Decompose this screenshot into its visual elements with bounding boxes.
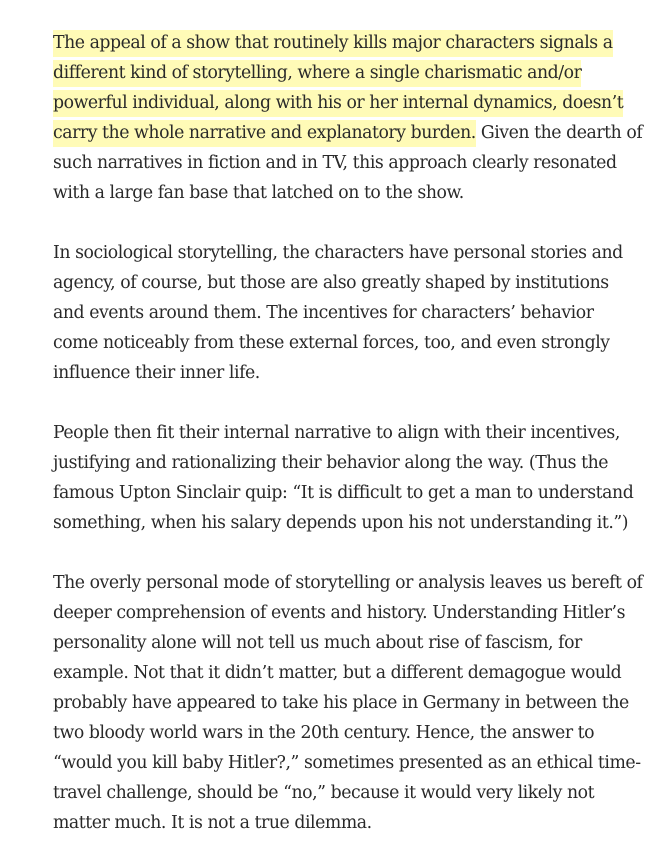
highlighted-quote[interactable]: The appeal of a show that routinely kills major characters signals a different kind of storytelling, where a single charismatic and/or powerful individual, along with his or her internal dynamics, doesn’t carry the whole narrative and explanatory burden. — [53, 30, 623, 147]
paragraph-text: Given the dearth of such narratives in fiction and in TV, this approach clearly resonated with a large fan base that latched on to the show. — [53, 123, 643, 203]
paragraph-1 — [53, 28, 643, 208]
article-body — [53, 28, 643, 868]
paragraph-2: In sociological storytelling, the characters have personal stories and agency, of course, but those are also greatly shaped by institutions and events around them. The incentives for characters’ behavior come noticeably from these external forces, too, and even strongly influence their inner life. — [53, 243, 623, 383]
paragraph-4: The overly personal mode of storytelling or analysis leaves us bereft of deeper comprehension of events and history. Understanding Hitler’s personality alone will not tell us much about rise of fascism, for example. Not that it didn’t matter, but a different demagogue would probably have appeared to take his place in Germany in between the two bloody world wars in the 20th century. Hence, the answer to “would you kill baby Hitler?,” sometimes presented as an ethical time-travel challenge, should be “no,” because it would very likely not matter much. It is not a true dilemma. — [53, 573, 643, 833]
paragraph-3: People then fit their internal narrative to align with their incentives, justifying and rationalizing their behavior along the way. (Thus the famous Upton Sinclair quip: “It is difficult to get a man to understand something, when his salary depends upon his not understanding it.”) — [53, 423, 634, 533]
